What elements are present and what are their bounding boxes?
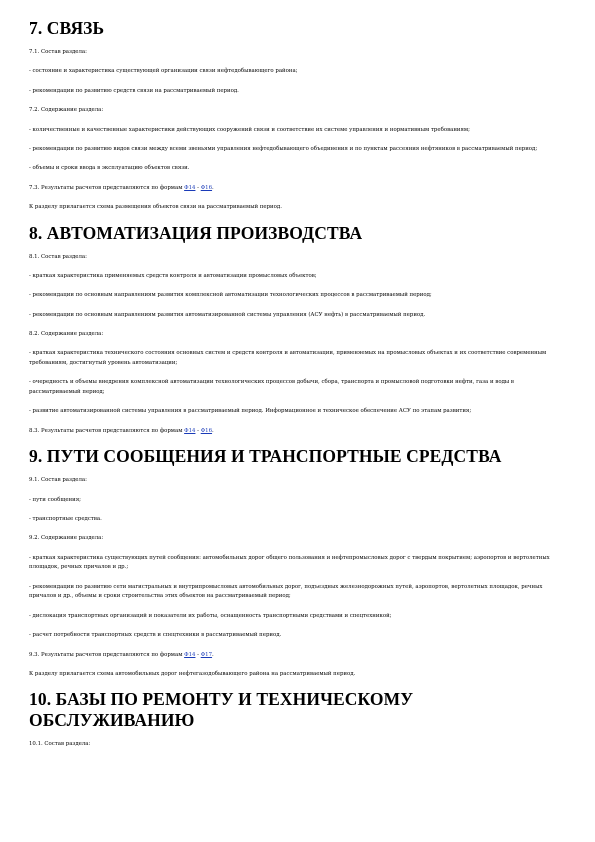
paragraph-text: 7.3. Результаты расчетов представляются по формам [29, 184, 185, 191]
paragraph: - рекомендации по развитию средств связи на рассматриваемый период. [29, 87, 239, 94]
sentence-end: . [212, 427, 214, 434]
paragraph: 10.1. Состав раздела: [29, 741, 91, 748]
section-7 [29, 18, 567, 213]
range-separator: - [195, 184, 201, 191]
section-title: 8. АВТОМАТИЗАЦИЯ ПРОИЗВОДСТВА [29, 222, 363, 243]
paragraph: - развитие автоматизированной системы управления в рассматриваемый период. Информационное и техническое обеспечение АСУ по этапам развития; [29, 408, 472, 415]
sentence-end: . [212, 184, 214, 191]
form-link[interactable]: Ф16 [200, 184, 213, 191]
paragraph: - рекомендации по развитию видов связи между всеми звеньями управления нефтедобывающего объединения и по пунктам рассеяния нефтяников в рассматриваемый период; [29, 145, 538, 152]
form-link[interactable]: Ф17 [200, 651, 213, 658]
paragraph: 7.1. Состав раздела: [29, 49, 87, 55]
paragraph: - рекомендации по развитию сети магистральных и внутрипромысловых автомобильных дорог, подъездных железнодорожных путей, аэропортов, вертолетных площадок, речных причалов и др., объемы и сроки строительства этих объектов на рассматриваемый период; [29, 583, 543, 600]
paragraph: - краткая характеристика применяемых средств контроля и автоматизации промысловых объектов; [29, 272, 317, 279]
section-title: 10. БАЗЫ ПО РЕМОНТУ И ТЕХНИЧЕСКОМУ ОБСЛУЖИВАНИЮ [29, 689, 414, 731]
paragraph: - количественные и качественные характеристики действующих сооружений связи и соответствие их системе управления и нормативным требованиям; [29, 126, 470, 133]
paragraph: - транспортные средства. [29, 516, 102, 522]
results-paragraph [29, 427, 567, 437]
paragraph: 8.2. Содержание раздела: [29, 331, 104, 338]
paragraph: - пути сообщения; [29, 496, 81, 503]
paragraph: 9.2. Содержание раздела: [29, 535, 104, 542]
paragraph: - рекомендации по основным направлениям развития автоматизированной системы управления (АСУ нефть) в рассматриваемый период. [29, 311, 426, 318]
section-10 [29, 689, 567, 750]
paragraph: - расчет потребности транспортных средств и спецтехники в рассматриваемый период. [29, 632, 282, 639]
paragraph: К разделу прилагается схема автомобильных дорог нефтегазодобывающего района на рассматриваемый период. [29, 670, 356, 677]
section-title: 7. СВЯЗЬ [29, 18, 105, 38]
range-separator: - [195, 427, 201, 434]
paragraph-text: 9.3. Результаты расчетов представляются по формам [29, 651, 185, 658]
paragraph: 7.2. Содержание раздела: [29, 107, 104, 114]
paragraph: - краткая характеристика существующих путей сообщения: автомобильных дорог общего пользования и нефтепромысловых дорог с твердым покрытием; аэропортов и вертолетных площадок, речных причалов и др.; [29, 554, 550, 571]
paragraph: - рекомендации по основным направлениям развития комплексной автоматизации технологических процессов в рассматриваемый период; [29, 292, 432, 299]
paragraph: 9.1. Состав раздела: [29, 477, 87, 484]
section-title: 9. ПУТИ СООБЩЕНИЯ И ТРАНСПОРТНЫЕ СРЕДСТВА [29, 446, 502, 467]
form-link[interactable]: Ф14 [184, 184, 196, 191]
paragraph: - состояние и характеристика существующей организации связи нефтедобывающего района; [29, 68, 298, 75]
form-link[interactable]: Ф14 [184, 427, 196, 434]
results-paragraph [29, 184, 567, 194]
paragraph-text: 8.3. Результаты расчетов представляются по формам [29, 427, 185, 434]
paragraph: К разделу прилагается схема размещения объектов связи на рассматриваемый период. [29, 204, 282, 211]
form-link[interactable]: Ф14 [184, 651, 196, 658]
range-separator: - [195, 651, 201, 658]
results-paragraph [29, 651, 567, 661]
section-9 [29, 446, 567, 679]
form-link[interactable]: Ф16 [200, 427, 213, 434]
sentence-end: . [212, 651, 214, 658]
paragraph: 8.1. Состав раздела: [29, 253, 87, 260]
paragraph: - дислокация транспортных организаций и показатели их работы, оснащенность транспортными средствами и спецтехникой; [29, 612, 392, 619]
paragraph: - очередность и объемы внедрения комплексной автоматизации технологических процессов добычи, сбора, транспорта и промысловой подготовки нефти, газа и воды в рассматриваемый период; [29, 379, 514, 396]
paragraph: - объемы и сроки ввода в эксплуатацию объектов связи. [29, 165, 190, 172]
section-8 [29, 223, 567, 437]
paragraph: - краткая характеристика технического состояния основных систем и средств контроля и автоматизации, применяемых на промысловых объектах и их соответствие современным требованиям, достигнутый уровень автоматизации; [29, 350, 547, 367]
